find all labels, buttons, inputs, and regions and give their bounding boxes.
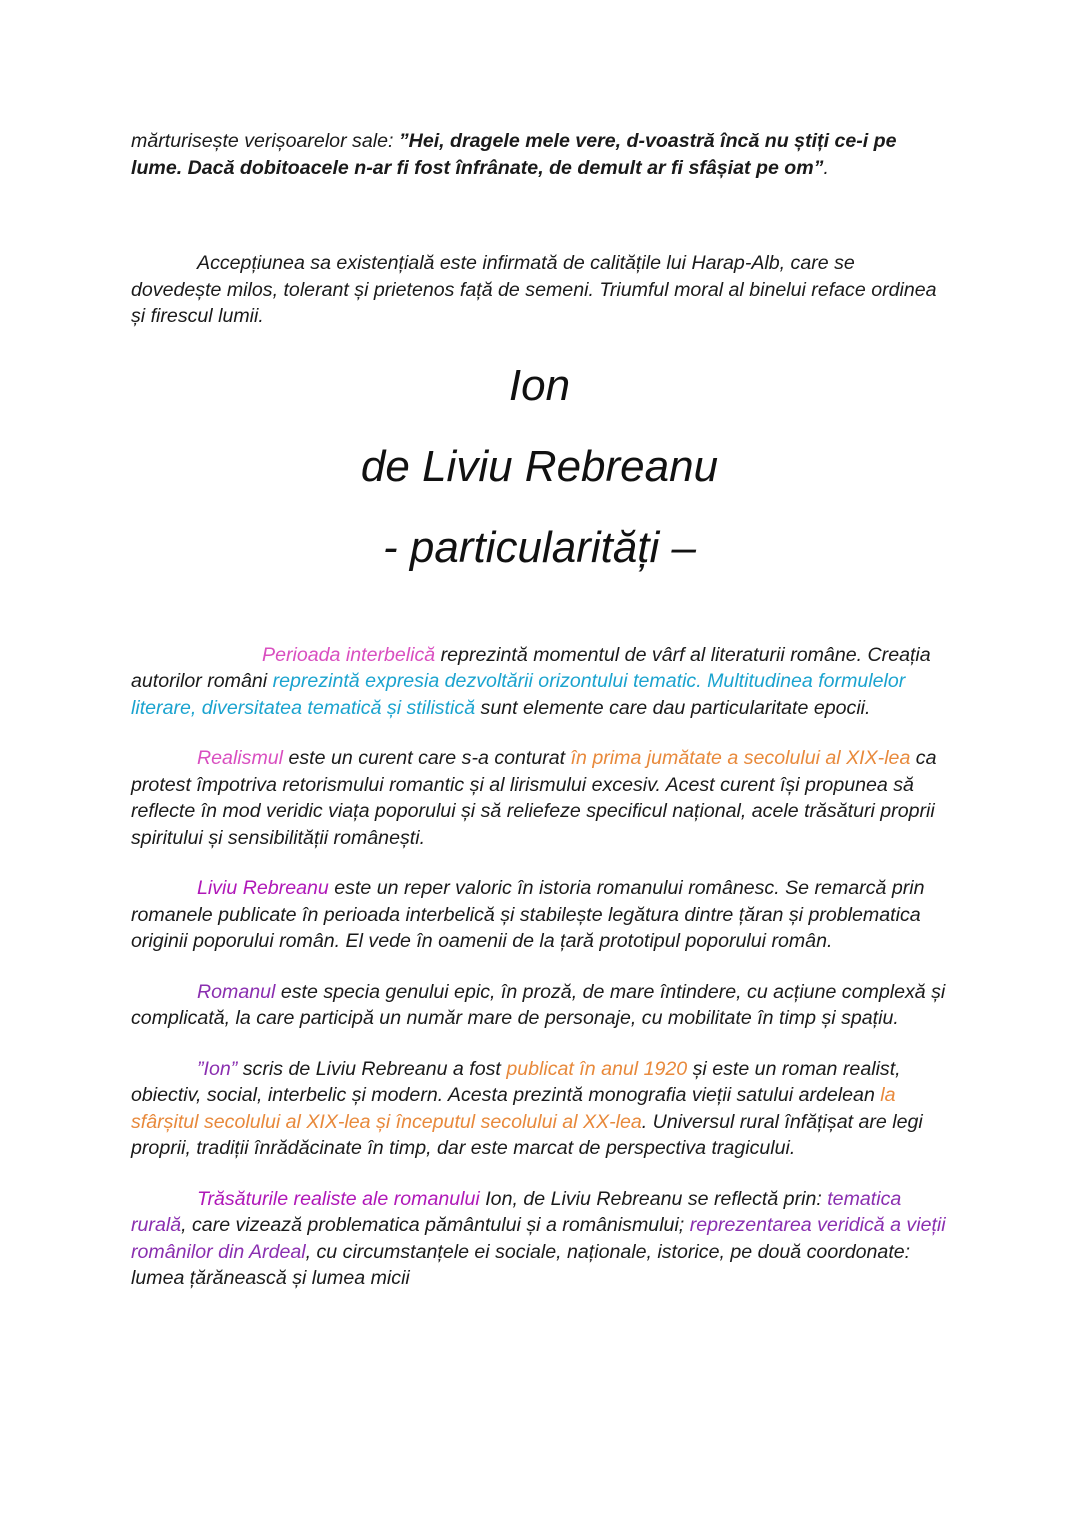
paragraph-realism <box>131 745 948 851</box>
highlight-realismul: Realismul <box>197 747 284 769</box>
text-segment: . Universul rural înfățișat are legi proprii, tradiții înrădăcinate în timp, dar este marcat de perspectiva tragicului. <box>131 1110 923 1159</box>
text-segment: Ion, de Liviu Rebreanu se reflectă prin: <box>479 1187 828 1210</box>
paragraph-ion <box>131 1056 948 1162</box>
title-author: de Liviu Rebreanu <box>360 441 719 491</box>
text-segment: sunt elemente care dau particularitate epocii. <box>475 696 871 719</box>
title-subtitle: - particularități – <box>382 522 696 572</box>
text-segment: , cu circumstanțele ei sociale, naționale, istorice, pe două coordonate: lumea țărănească și lumea micii <box>131 1240 911 1289</box>
title-block <box>131 360 948 572</box>
highlight-expresia: reprezintă expresia dezvoltării orizontului tematic. Multitudinea formulelor literare, diversitatea tematică și stilistică <box>131 670 906 719</box>
highlight-reprezentarea: reprezentarea veridică a vieții românilor din Ardeal <box>131 1214 946 1263</box>
opening-quote: ”Hei, dragele mele vere, d-voastră încă nu știți ce-i pe lume. Dacă dobitoacele n-ar fi fost înfrânate, de demult ar fi sfâșiat pe om” <box>131 130 897 179</box>
highlight-tematica-rurala: tematica rurală <box>131 1187 902 1236</box>
opening-suffix: . <box>823 156 829 179</box>
text-segment: reprezintă momentul de vârf al literaturii române. Creația autorilor români <box>131 643 931 692</box>
highlight-perioada: Perioada interbelică <box>262 643 436 666</box>
highlight-liviu-rebreanu: Liviu Rebreanu <box>197 877 329 899</box>
text-segment: este un reper valoric în istoria romanului românesc. Se remarcă prin romanele publicate în perioada interbelică și stabilește legătura dintre țăran și problematica originii poporului român. El vede în oamenii de la țară prototipul poporului român. <box>131 877 925 952</box>
text-segment: , care vizează problematica pământului și a românismului; <box>181 1214 690 1236</box>
paragraph-trasaturi <box>131 1186 948 1292</box>
paragraph-romanul <box>131 979 948 1032</box>
highlight-sfarsitul-secolului: la sfârșitul secolului al XIX-lea și începutul secolului al XX-lea <box>131 1084 896 1133</box>
text-segment: ca protest împotriva retorismului romantic și al lirismului excesiv. Acest curent își propunea să reflecte în mod veridic viața poporului și să reliefeze specificul național, acele trăsături proprii spiritului și sensibilității românești. <box>131 747 937 849</box>
text-segment: și este un roman realist, obiectiv, social, interbelic și modern. Acesta prezintă monografia vieții satului ardelean <box>131 1057 901 1106</box>
highlight-trasaturile: Trăsăturile realiste ale romanului <box>197 1187 480 1210</box>
highlight-ion: ”Ion” <box>197 1057 238 1080</box>
paragraph-acceptiune: Accepțiunea sa existențială este infirmată de calitățile lui Harap-Alb, care se dovedește milos, tolerant și prietenos față de semeni. Triumful moral al binelui reface ordinea și firescul lumii. <box>131 252 937 327</box>
paragraph-rebreanu <box>131 875 948 955</box>
opening-prefix: mărturisește verișoarelor sale: <box>131 130 399 152</box>
text-segment: este specia genului epic, în proză, de mare întindere, cu acțiune complexă și complicată, la care participă un număr mare de personaje, cu mobilitate în timp și spațiu. <box>131 980 946 1029</box>
highlight-romanul: Romanul <box>197 980 276 1003</box>
opening-paragraph <box>131 128 948 181</box>
text-segment: scris de Liviu Rebreanu a fost <box>237 1057 507 1080</box>
text-segment: este un curent care s-a conturat <box>283 747 571 769</box>
highlight-secol: în prima jumătate a secolului al XIX-lea <box>570 747 911 769</box>
title-main: Ion <box>508 360 571 410</box>
highlight-publicat: publicat în anul 1920 <box>506 1057 688 1080</box>
paragraph-interbelic <box>131 642 948 722</box>
